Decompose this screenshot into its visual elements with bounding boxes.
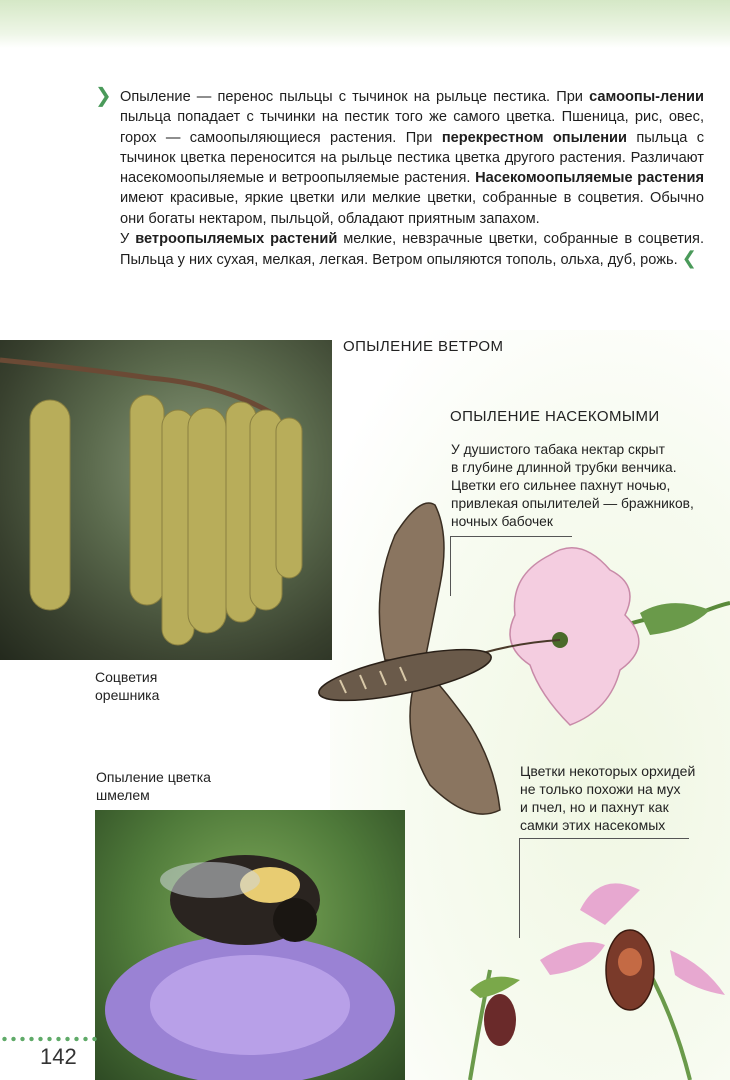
hazel-catkins-illustration [0, 340, 332, 660]
hazel-catkins-photo [0, 340, 332, 660]
orchid-caption: Цветки некоторых орхидей не только похожи на мух и пчел, но и пахнут как самки этих насекомых [520, 763, 696, 833]
top-color-band [0, 0, 730, 48]
main-text [120, 87, 704, 271]
paragraph-wind-pollinated: У ветроопыляемых растений мелкие, невзрачные цветки, собранные в соцветия. Пыльца у них сухая, мелкая, легкая. Ветром опыляются тополь, ольха, дуб, рожь. ❮ [120, 231, 704, 270]
page-number: 142 [40, 1044, 77, 1069]
orchid-leader-line [519, 838, 689, 839]
paragraph-pollination: Опыление — перенос пыльцы с тычинок на рыльце пестика. При самоопы-лении пыльца попадает с тычинки на пестик того же самого цветка. Пшеница, рис, овес, горох — самоопыляющиеся растения. При перекрестном опылении пыльца с тычинок цветка переносится на рыльце пестика цветка другого растения. Различают насекомоопыляемые и ветроопыляемые растения. Насекомоопыляемые растения имеют красивые, яркие цветки или мелкие цветки, собранные в соцветия. Обычно они богаты нектаром, пыльцой, обладают приятным запахом. [120, 89, 704, 227]
section-start-marker: ❯ [95, 83, 112, 107]
bumblebee-caption: Опыление цветка шмелем [96, 769, 211, 803]
section-end-marker: ❮ [681, 248, 697, 270]
orchid-illustration [430, 850, 730, 1080]
bumblebee-on-scabious-illustration [95, 810, 405, 1080]
page-dots [0, 1036, 100, 1042]
heading-wind-pollination: ОПЫЛЕНИЕ ВЕТРОМ [343, 338, 504, 355]
hazel-caption: Соцветия орешника [95, 669, 160, 703]
bumblebee-photo [95, 810, 405, 1080]
tobacco-caption: У душистого табака нектар скрыт в глубине длинной трубки венчика. Цветки его сильнее пахнут ночью, привлекая опылителей — бражников, ночных бабочек [451, 442, 694, 529]
heading-insect-pollination: ОПЫЛЕНИЕ НАСЕКОМЫМИ [450, 408, 660, 425]
